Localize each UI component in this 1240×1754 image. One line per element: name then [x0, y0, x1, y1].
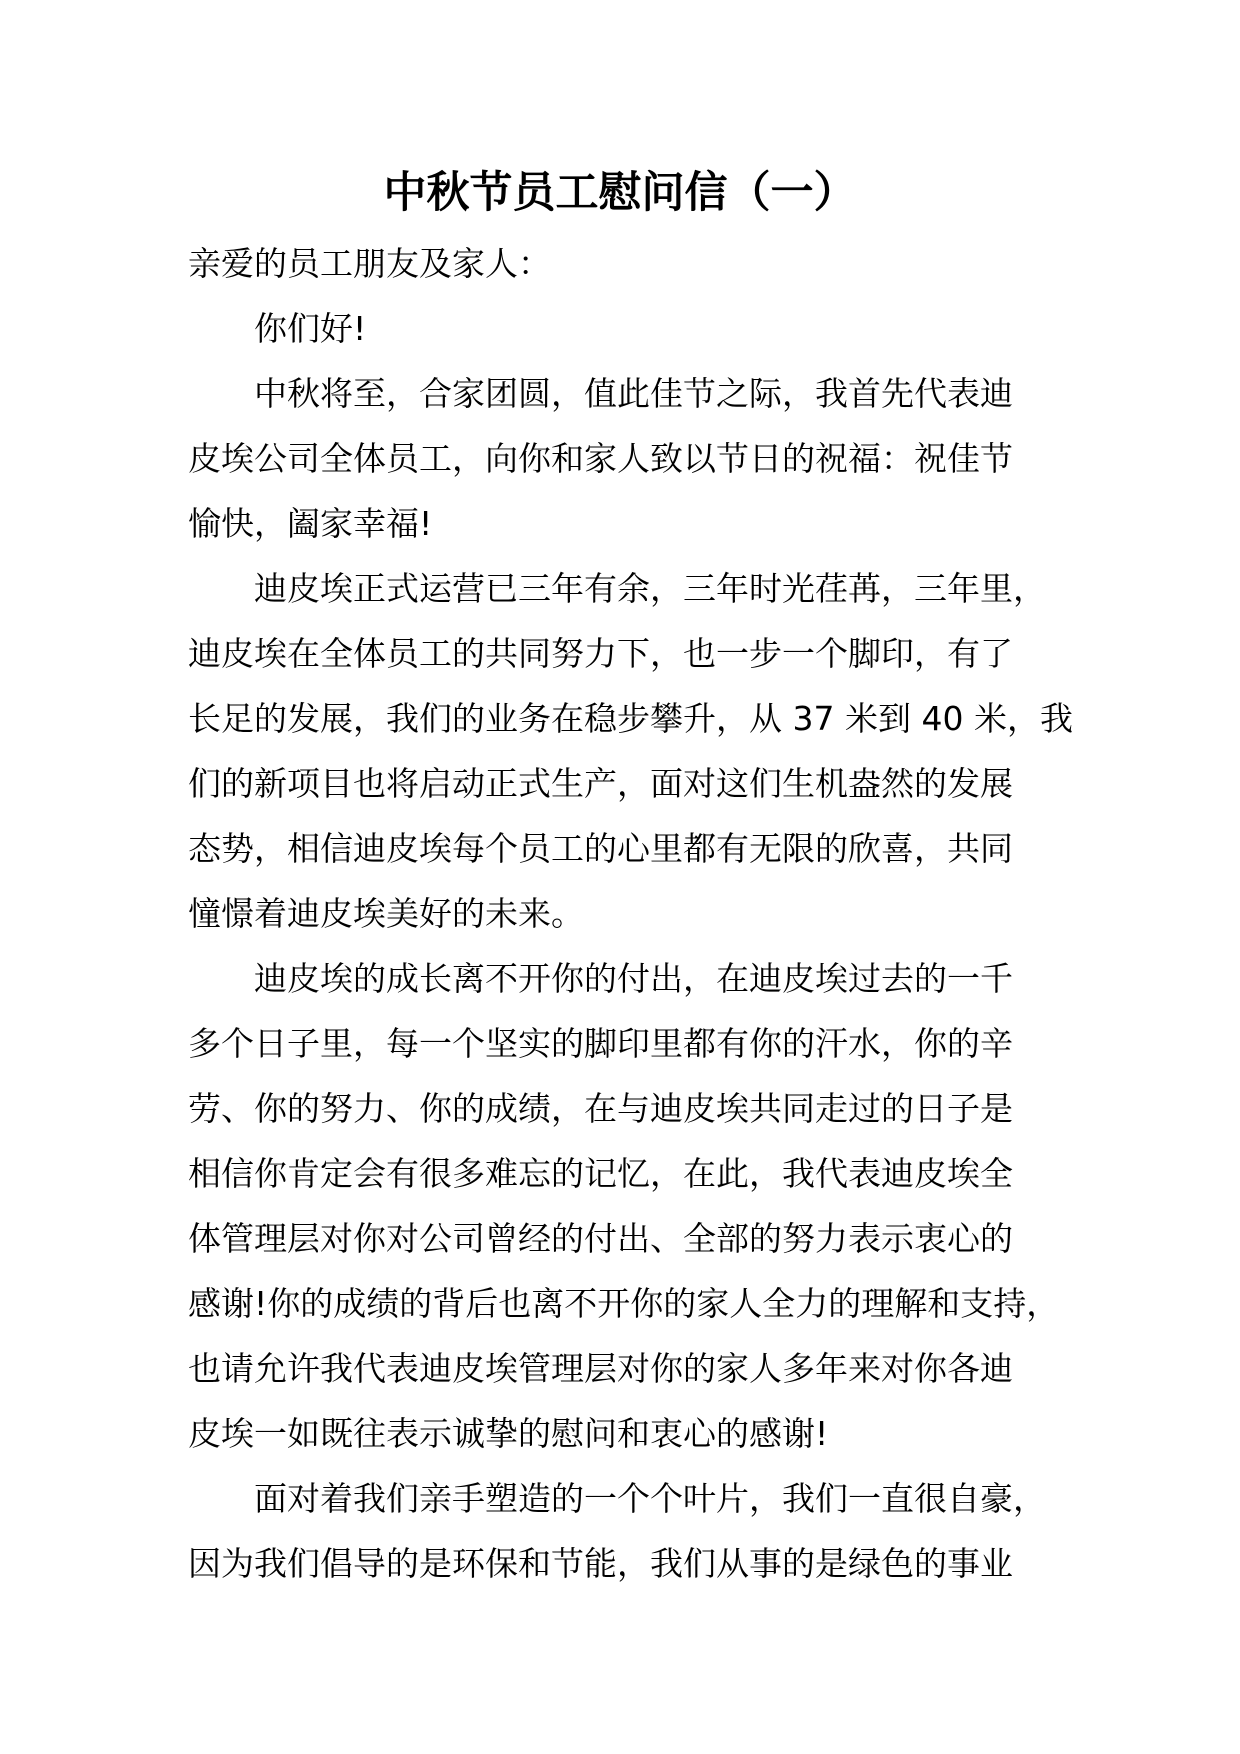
text-line: 中秋将至，合家团圆，值此佳节之际，我首先代表迪: [254, 374, 1013, 413]
text-line: 态势，相信迪皮埃每个员工的心里都有无限的欣喜，共同: [188, 829, 1013, 868]
text-line: 你们好!: [254, 309, 367, 348]
text-line: 也请允许我代表迪皮埃管理层对你的家人多年来对你各迪: [188, 1349, 1013, 1388]
letter-title: 中秋节员工慰问信（一）: [383, 168, 857, 218]
text-line: 迪皮埃的成长离不开你的付出，在迪皮埃过去的一千: [254, 959, 1013, 998]
text-line: 皮埃公司全体员工，向你和家人致以节日的祝福：祝佳节: [188, 439, 1013, 478]
text-line: 憧憬着迪皮埃美好的未来。: [188, 894, 584, 933]
text-line: 体管理层对你对公司曾经的付出、全部的努力表示衷心的: [188, 1219, 1013, 1258]
salutation: 亲爱的员工朋友及家人：: [188, 244, 551, 283]
text-line: 长足的发展，我们的业务在稳步攀升，从 37 米到 40 米，我: [188, 699, 1073, 738]
text-line: 感谢!你的成绩的背后也离不开你的家人全力的理解和支持，: [188, 1284, 1060, 1323]
text-line: 因为我们倡导的是环保和节能，我们从事的是绿色的事业: [188, 1544, 1013, 1583]
text-line: 多个日子里，每一个坚实的脚印里都有你的汗水，你的辛: [188, 1024, 1013, 1063]
text-line: 面对着我们亲手塑造的一个个叶片，我们一直很自豪，: [254, 1479, 1046, 1518]
letter-body: [188, 231, 1078, 1596]
text-line: 们的新项目也将启动正式生产，面对这们生机盎然的发展: [188, 764, 1013, 803]
text-line: 相信你肯定会有很多难忘的记忆，在此，我代表迪皮埃全: [188, 1154, 1013, 1193]
text-line: 愉快，阖家幸福!: [188, 504, 433, 543]
letter-lines: [188, 296, 1078, 1596]
text-line: 劳、你的努力、你的成绩，在与迪皮埃共同走过的日子是: [188, 1089, 1013, 1128]
text-line: 迪皮埃在全体员工的共同努力下，也一步一个脚印，有了: [188, 634, 1013, 673]
text-line: 皮埃一如既往表示诚挚的慰问和衷心的感谢!: [188, 1414, 829, 1453]
text-line: 迪皮埃正式运营已三年有余，三年时光荏苒，三年里，: [254, 569, 1046, 608]
